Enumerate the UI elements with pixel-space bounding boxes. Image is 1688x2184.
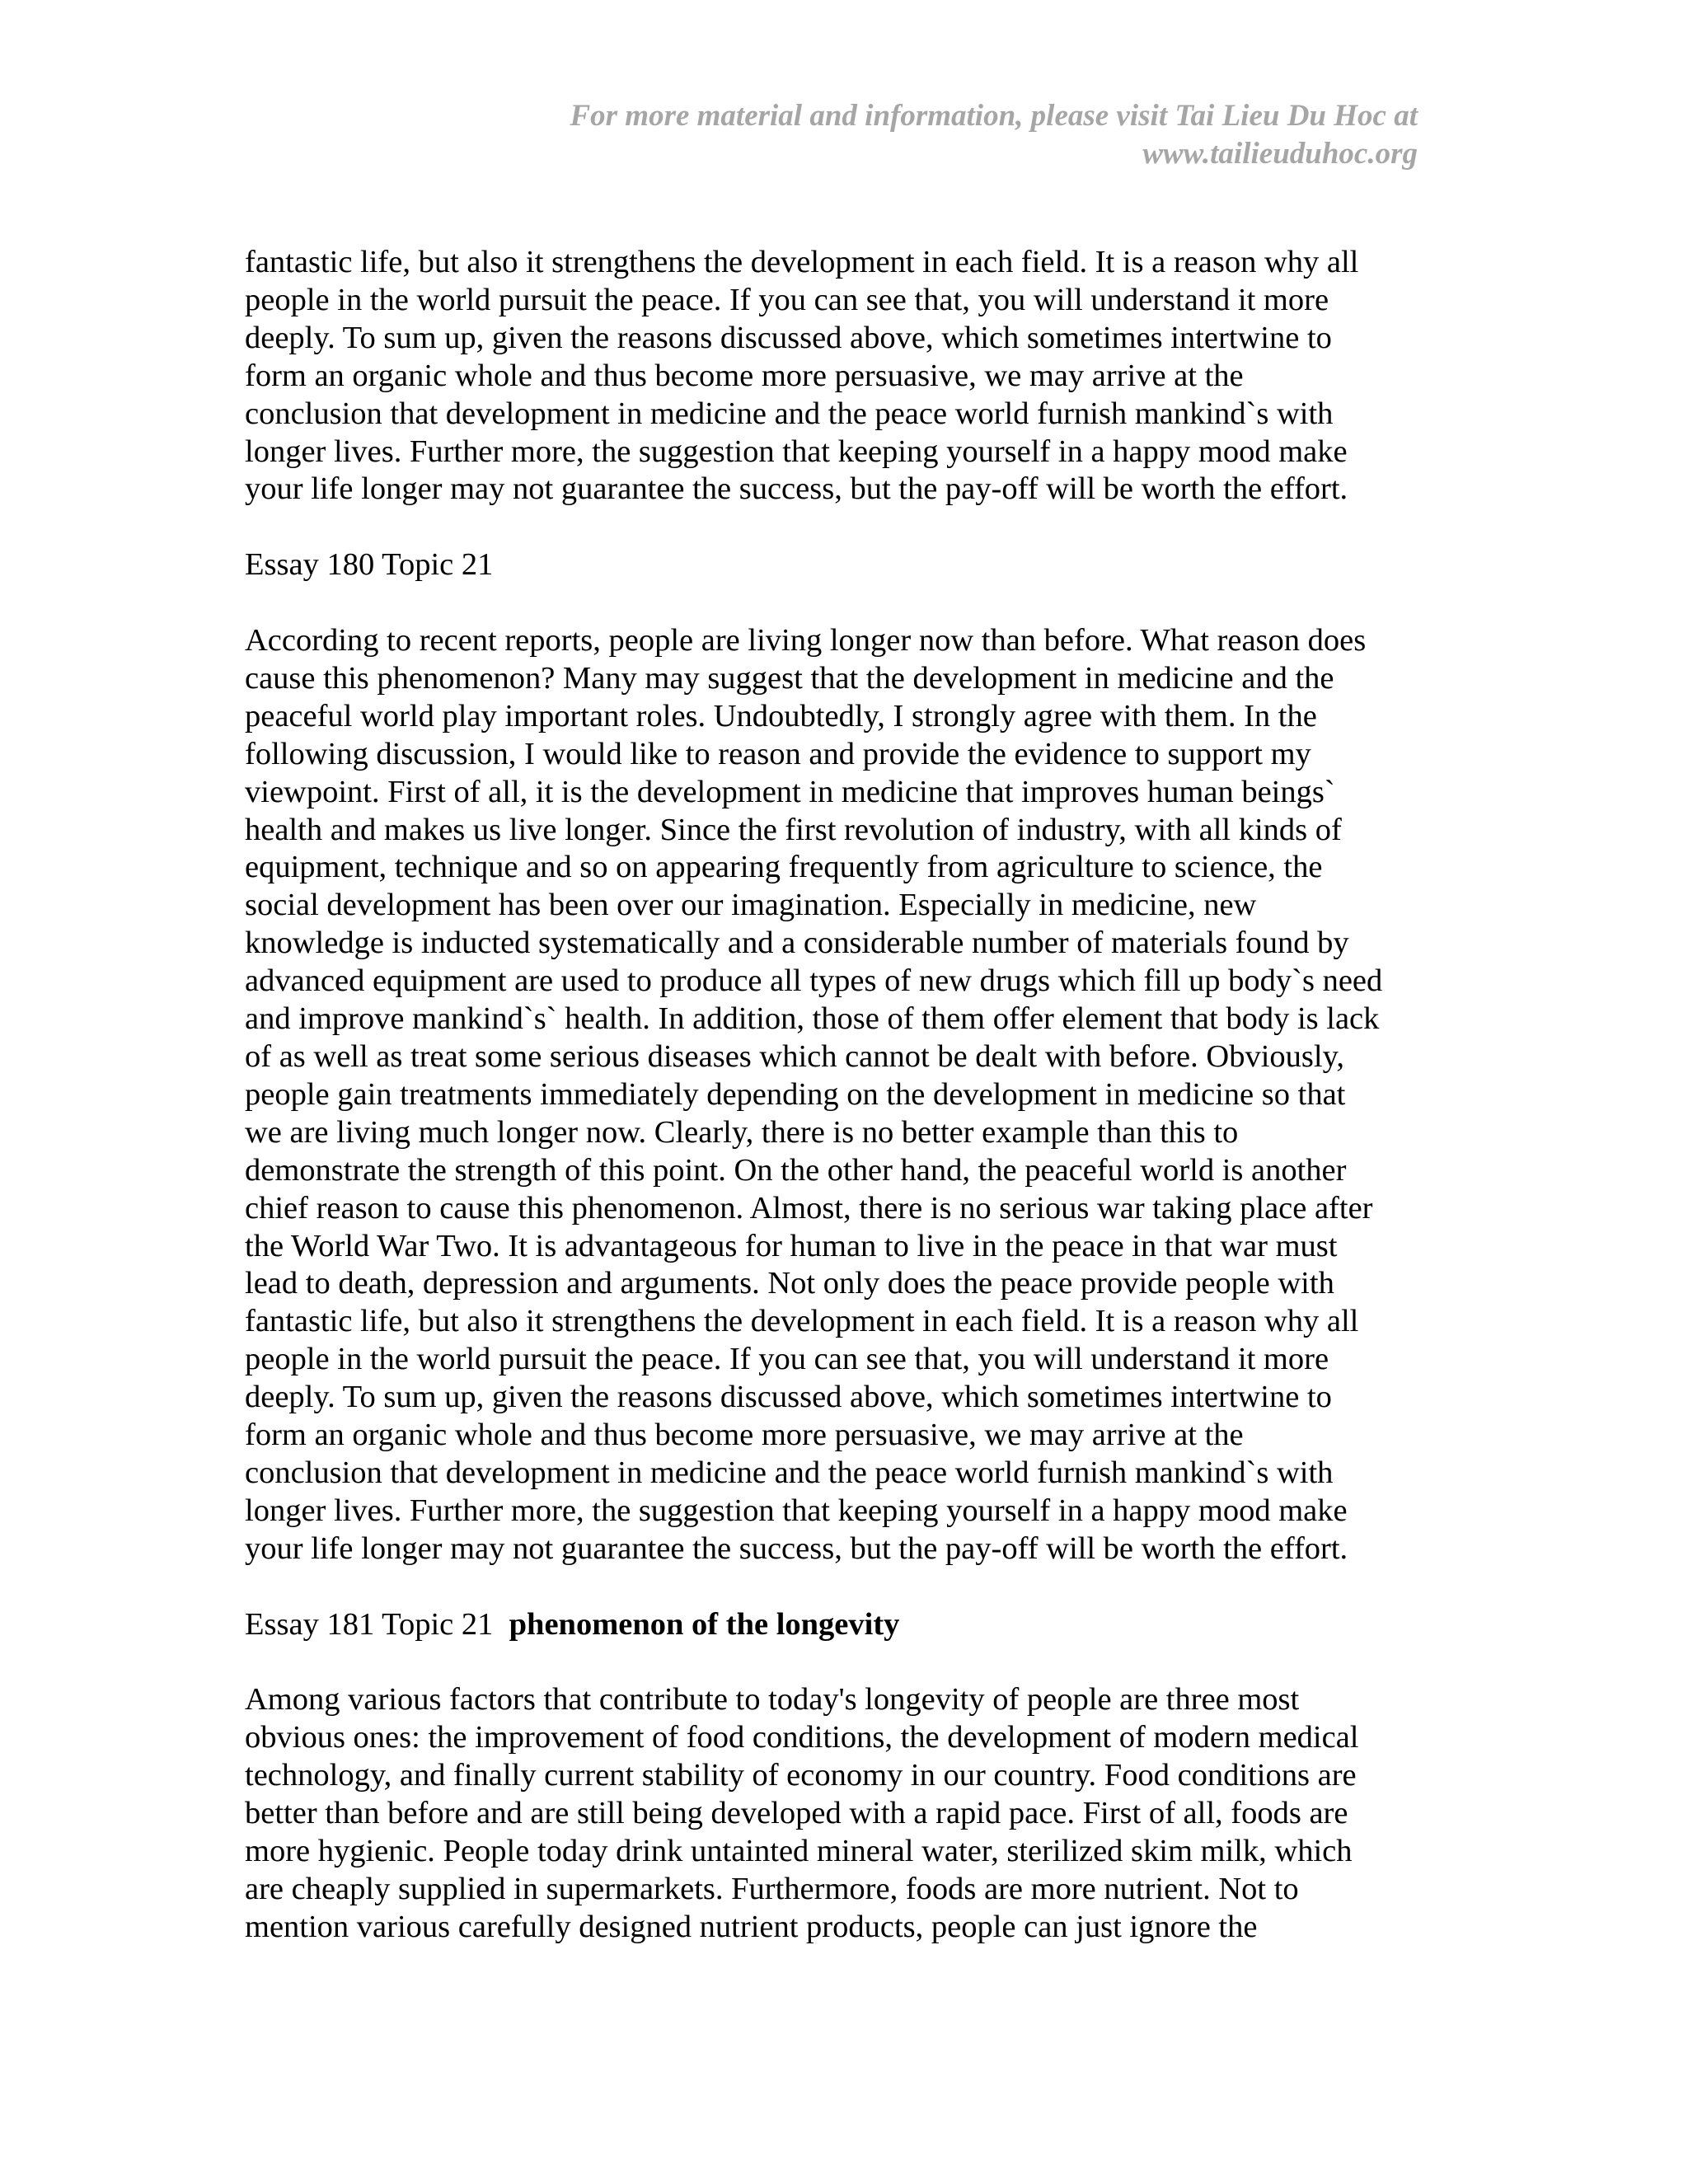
page-header (570, 97, 1418, 173)
text-line: and improve mankind`s` health. In addition, those of them offer element that body is lack (245, 1001, 1380, 1037)
text-line: are cheaply supplied in supermarkets. Furthermore, foods are more nutrient. Not to (245, 1871, 1299, 1906)
text-line: of as well as treat some serious diseases which cannot be dealt with before. Obviously, (245, 1039, 1344, 1074)
text-line: the World War Two. It is advantageous for human to live in the peace in that war must (245, 1228, 1338, 1263)
essay-180-paragraph (245, 622, 1432, 1568)
essay-181-heading-title: phenomenon of the longevity (509, 1606, 900, 1642)
text-line: viewpoint. First of all, it is the development in medicine that improves human beings` (245, 774, 1335, 809)
text-line: demonstrate the strength of this point. On the other hand, the peaceful world is another (245, 1152, 1347, 1188)
paragraph-gap (245, 1568, 1432, 1606)
text-line: mention various carefully designed nutrient products, people can just ignore the (245, 1909, 1258, 1944)
text-line: longer lives. Further more, the suggestion that keeping yourself in a happy mood make (245, 434, 1348, 469)
text-line: people in the world pursuit the peace. If you can see that, you will understand it more (245, 282, 1329, 317)
text-line: health and makes us live longer. Since the first revolution of industry, with all kinds of (245, 812, 1342, 847)
text-line: your life longer may not guarantee the success, but the pay-off will be worth the effort. (245, 1530, 1348, 1566)
text-line: Among various factors that contribute to today's longevity of people are three most (245, 1682, 1300, 1718)
text-line: more hygienic. People today drink untainted mineral water, sterilized skim milk, which (245, 1834, 1353, 1868)
text-line: social development has been over our imagination. Especially in medicine, new (245, 888, 1257, 923)
text-line: people gain treatments immediately depending on the development in medicine so that (245, 1076, 1346, 1112)
header-line: For more material and information, please visit Tai Lieu Du Hoc at (570, 99, 1418, 133)
text-line: chief reason to cause this phenomenon. Almost, there is no serious war taking place after (245, 1190, 1373, 1226)
paragraph-gap (245, 584, 1432, 622)
text-line: your life longer may not guarantee the success, but the pay-off will be worth the effort. (245, 471, 1348, 507)
essay-180-heading: Essay 180 Topic 21 (245, 547, 494, 583)
text-line: deeply. To sum up, given the reasons discussed above, which sometimes intertwine to (245, 320, 1332, 355)
text-line: advanced equipment are used to produce all types of new drugs which fill up body`s need (245, 963, 1383, 999)
text-line: conclusion that development in medicine and the peace world furnish mankind`s with (245, 396, 1334, 431)
continued-paragraph (245, 244, 1432, 509)
text-line: fantastic life, but also it strengthens the development in each field. It is a reason why all (245, 245, 1359, 279)
essay-181-heading-prefix: Essay 181 Topic 21 (245, 1606, 494, 1642)
essay-181-paragraph (245, 1681, 1432, 1946)
paragraph-gap (245, 1643, 1432, 1681)
text-line: fantastic life, but also it strengthens the development in each field. It is a reason why all (245, 1304, 1359, 1339)
text-line: people in the world pursuit the peace. If you can see that, you will understand it more (245, 1342, 1329, 1377)
document-body (245, 244, 1432, 1947)
text-line: peaceful world play important roles. Undoubtedly, I strongly agree with them. In the (245, 698, 1317, 733)
text-line: technology, and finally current stability of economy in our country. Food conditions are (245, 1758, 1357, 1793)
text-line: cause this phenomenon? Many may suggest that the development in medicine and the (245, 660, 1334, 696)
header-url: www.tailieuduhoc.org (1142, 137, 1418, 171)
text-line: form an organic whole and thus become more persuasive, we may arrive at the (245, 1418, 1244, 1453)
text-line: we are living much longer now. Clearly, there is no better example than this to (245, 1114, 1239, 1150)
text-line: form an organic whole and thus become more persuasive, we may arrive at the (245, 358, 1244, 393)
text-line: following discussion, I would like to reason and provide the evidence to support my (245, 736, 1311, 771)
text-line: According to recent reports, people are living longer now than before. What reason does (245, 623, 1367, 658)
paragraph-gap (245, 509, 1432, 546)
essay-181-heading (245, 1606, 1432, 1644)
text-line: longer lives. Further more, the suggestion that keeping yourself in a happy mood make (245, 1493, 1348, 1528)
text-line: obvious ones: the improvement of food conditions, the development of modern medical (245, 1720, 1359, 1755)
text-line: deeply. To sum up, given the reasons discussed above, which sometimes intertwine to (245, 1380, 1332, 1415)
text-line: lead to death, depression and arguments. Not only does the peace provide people with (245, 1266, 1334, 1301)
text-line: equipment, technique and so on appearing frequently from agriculture to science, the (245, 850, 1323, 885)
text-line: better than before and are still being developed with a rapid pace. First of all, foods are (245, 1796, 1348, 1831)
text-line: knowledge is inducted systematically and a considerable number of materials found by (245, 926, 1349, 961)
text-line: conclusion that development in medicine and the peace world furnish mankind`s with (245, 1455, 1334, 1490)
